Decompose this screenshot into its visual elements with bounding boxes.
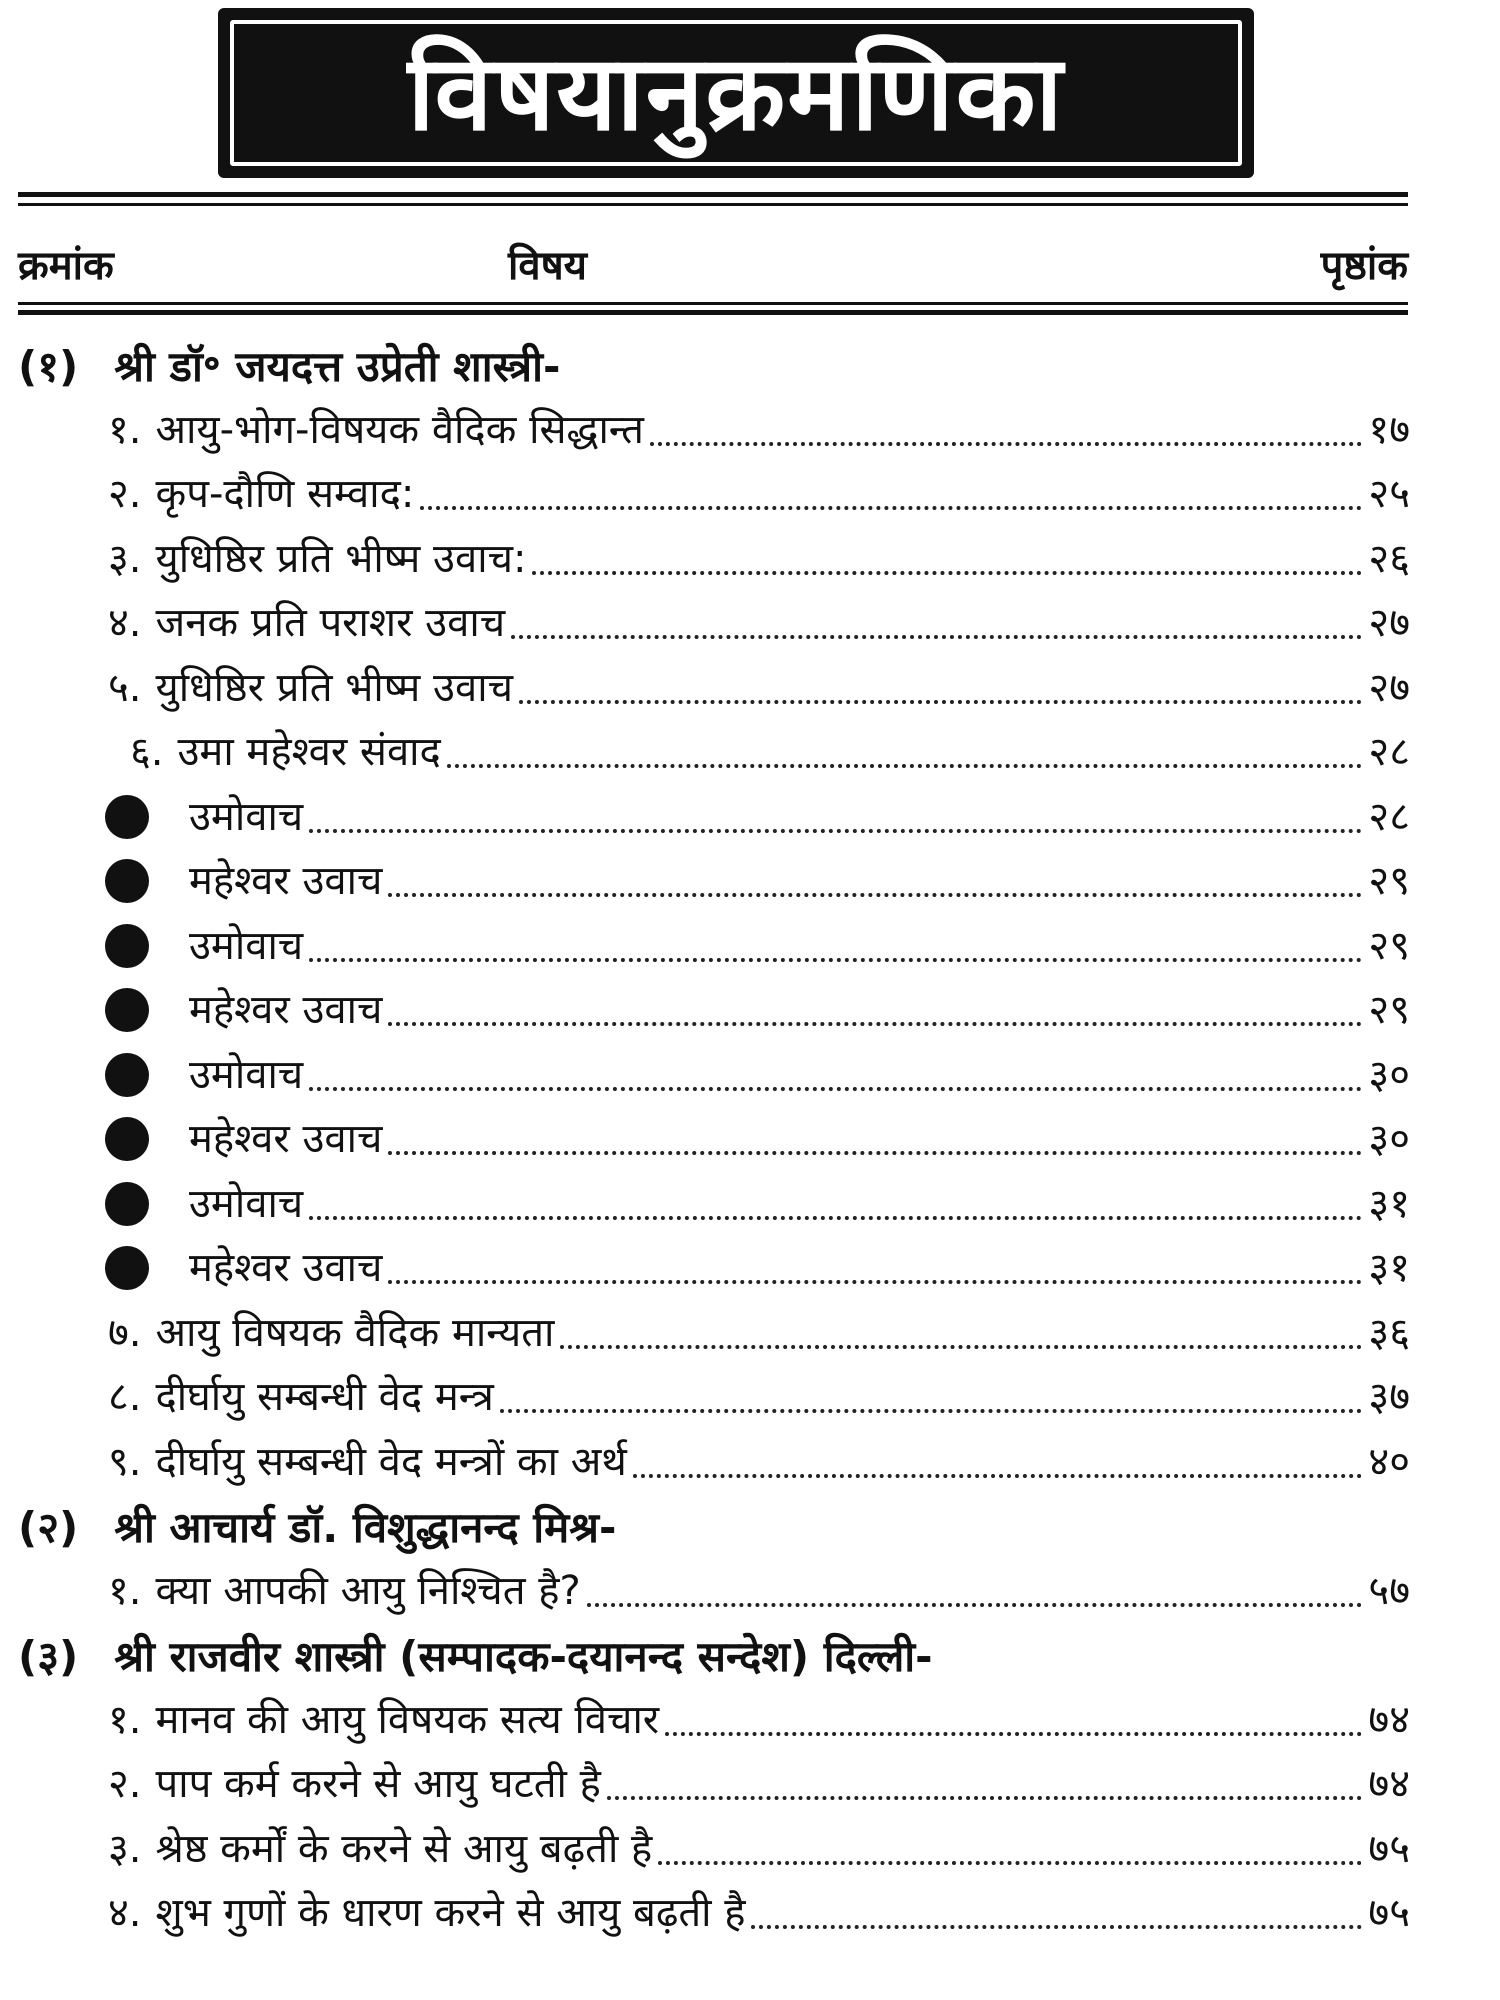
dot-leader <box>420 506 1362 510</box>
dot-leader <box>519 700 1362 704</box>
entry-title: जनक प्रति पराशर उवाच <box>155 600 506 646</box>
entry-page: ३० <box>1368 1051 1410 1098</box>
section-number: (१) <box>18 341 79 391</box>
bullet-icon <box>105 1182 149 1226</box>
bullet-icon <box>105 988 149 1032</box>
toc-subentry <box>105 980 1410 1040</box>
dot-leader <box>309 1216 1362 1220</box>
entry-page: ३१ <box>1368 1180 1410 1227</box>
dot-leader <box>388 1022 1362 1026</box>
entry-number: १. <box>108 1696 142 1743</box>
toc-subentry <box>105 851 1410 911</box>
dot-leader <box>309 958 1362 962</box>
toc-entry <box>108 464 1410 524</box>
header-page-label: पृष्ठांक <box>1320 243 1408 289</box>
entry-page: ३६ <box>1368 1309 1410 1356</box>
dot-leader <box>388 893 1362 897</box>
entry-number: ९. <box>108 1438 142 1485</box>
entry-title: महेश्वर उवाच <box>189 1116 383 1162</box>
entry-page: ३७ <box>1368 1374 1410 1420</box>
section-heading <box>18 335 560 395</box>
dot-leader <box>309 1087 1362 1091</box>
entry-page: ३० <box>1368 1116 1410 1162</box>
dot-leader <box>560 1345 1362 1349</box>
entry-title: कृप-दौणि सम्वाद: <box>155 471 415 517</box>
dot-leader <box>607 1796 1363 1800</box>
dot-leader <box>447 764 1363 768</box>
bullet-icon <box>105 1117 149 1161</box>
entry-number: १. <box>108 406 142 453</box>
section-number: (२) <box>18 1502 79 1552</box>
toc-entry <box>108 1367 1410 1427</box>
entry-title: दीर्घायु सम्बन्धी वेद मन्त्र <box>155 1374 494 1420</box>
header-rule-thick <box>18 310 1408 315</box>
entry-number: २. <box>108 471 142 517</box>
section-author: श्री आचार्य डॉ. विशुद्धानन्द मिश्र- <box>114 1502 617 1552</box>
toc-entry <box>108 1303 1410 1363</box>
entry-page: २५ <box>1368 471 1410 517</box>
toc-subentry <box>105 916 1410 976</box>
top-rule-thin <box>18 203 1408 206</box>
toc-subentry <box>105 1238 1410 1298</box>
entry-page: २६ <box>1368 535 1410 582</box>
column-header <box>18 236 1408 296</box>
entry-page: २७ <box>1368 664 1410 711</box>
dot-leader <box>388 1280 1362 1284</box>
entry-page: ३१ <box>1368 1245 1410 1291</box>
section-author: श्री डॉ॰ जयदत्त उप्रेती शास्त्री- <box>114 341 561 391</box>
entry-number: ५. <box>108 664 142 711</box>
toc-entry <box>108 1690 1410 1750</box>
top-rule-thick <box>18 192 1408 197</box>
entry-page: ७४ <box>1368 1761 1410 1807</box>
entry-page: ५७ <box>1368 1567 1410 1614</box>
entry-number: ३. <box>108 1825 142 1872</box>
entry-title: युधिष्ठिर प्रति भीष्म उवाच: <box>155 535 527 582</box>
toc-subentry <box>105 1174 1410 1234</box>
dot-leader <box>587 1603 1363 1607</box>
dot-leader <box>388 1151 1362 1155</box>
entry-title: दीर्घायु सम्बन्धी वेद मन्त्रों का अर्थ <box>155 1438 627 1485</box>
bullet-icon <box>105 1053 149 1097</box>
dot-leader <box>500 1409 1363 1413</box>
entry-number: ६. <box>130 729 164 775</box>
entry-title: क्या आपकी आयु निश्चित है? <box>155 1567 581 1614</box>
dot-leader <box>658 1861 1362 1865</box>
section-number: (३) <box>18 1631 79 1681</box>
entry-page: २८ <box>1368 793 1410 840</box>
bullet-icon <box>105 924 149 968</box>
entry-title: श्रेष्ठ कर्मों के करने से आयु बढ़ती है <box>155 1825 653 1872</box>
entry-page: २९ <box>1368 987 1410 1033</box>
entry-title: आयु विषयक वैदिक मान्यता <box>155 1309 555 1356</box>
entry-page: ७५ <box>1368 1825 1410 1872</box>
toc-entry <box>108 1754 1410 1814</box>
entry-page: ४० <box>1368 1438 1410 1485</box>
section-heading <box>18 1496 616 1556</box>
entry-title: मानव की आयु विषयक सत्य विचार <box>155 1696 660 1743</box>
entry-title: उमोवाच <box>189 793 304 840</box>
entry-page: ७४ <box>1368 1696 1410 1743</box>
entry-title: महेश्वर उवाच <box>189 1245 383 1291</box>
entry-page: २९ <box>1368 922 1410 969</box>
dot-leader <box>633 1474 1363 1478</box>
toc-entry <box>108 593 1410 653</box>
entry-title: आयु-भोग-विषयक वैदिक सिद्धान्त <box>155 406 644 453</box>
entry-title: महेश्वर उवाच <box>189 858 383 904</box>
entry-page: ७५ <box>1368 1890 1410 1936</box>
entry-number: २. <box>108 1761 142 1807</box>
page-title: विषयानुक्रमणिका <box>407 32 1065 154</box>
bullet-icon <box>105 1246 149 1290</box>
entry-page: १७ <box>1368 406 1410 453</box>
entry-number: ७. <box>108 1309 142 1356</box>
toc-subentry <box>105 787 1410 847</box>
dot-leader <box>309 829 1362 833</box>
entry-title: उमा महेश्वर संवाद <box>177 729 441 775</box>
header-topic-label: विषय <box>508 243 587 289</box>
toc-entry <box>108 658 1410 718</box>
toc-entry <box>108 529 1410 589</box>
toc-entry <box>130 722 1410 782</box>
dot-leader <box>751 1925 1362 1929</box>
entry-number: ४. <box>108 1890 142 1936</box>
entry-title: युधिष्ठिर प्रति भीष्म उवाच <box>155 664 513 711</box>
dot-leader <box>650 442 1362 446</box>
entry-title: महेश्वर उवाच <box>189 987 383 1033</box>
bullet-icon <box>105 795 149 839</box>
title-banner <box>218 8 1254 178</box>
dot-leader <box>511 635 1362 639</box>
toc-entry <box>108 1819 1410 1879</box>
entry-number: ८. <box>108 1374 142 1420</box>
entry-title: पाप कर्म करने से आयु घटती है <box>155 1761 601 1807</box>
entry-title: शुभ गुणों के धारण करने से आयु बढ़ती है <box>155 1890 746 1936</box>
toc-entry <box>108 1561 1410 1621</box>
entry-title: उमोवाच <box>189 1180 304 1227</box>
toc-entry <box>108 400 1410 460</box>
entry-page: २८ <box>1368 729 1410 775</box>
entry-page: २७ <box>1368 600 1410 646</box>
dot-leader <box>532 571 1362 575</box>
toc-entry <box>108 1883 1410 1943</box>
toc-subentry <box>105 1109 1410 1169</box>
toc-subentry <box>105 1045 1410 1105</box>
section-heading <box>18 1625 933 1685</box>
entry-number: १. <box>108 1567 142 1614</box>
section-author: श्री राजवीर शास्त्री (सम्पादक-दयानन्द सन्देश) दिल्ली- <box>114 1631 933 1681</box>
dot-leader <box>665 1732 1362 1736</box>
entry-number: ३. <box>108 535 142 582</box>
entry-title: उमोवाच <box>189 1051 304 1098</box>
entry-page: २९ <box>1368 858 1410 904</box>
toc-entry <box>108 1432 1410 1492</box>
entry-title: उमोवाच <box>189 922 304 969</box>
header-rule-thin <box>18 302 1408 305</box>
bullet-icon <box>105 859 149 903</box>
header-number-label: क्रमांक <box>18 243 114 289</box>
entry-number: ४. <box>108 600 142 646</box>
